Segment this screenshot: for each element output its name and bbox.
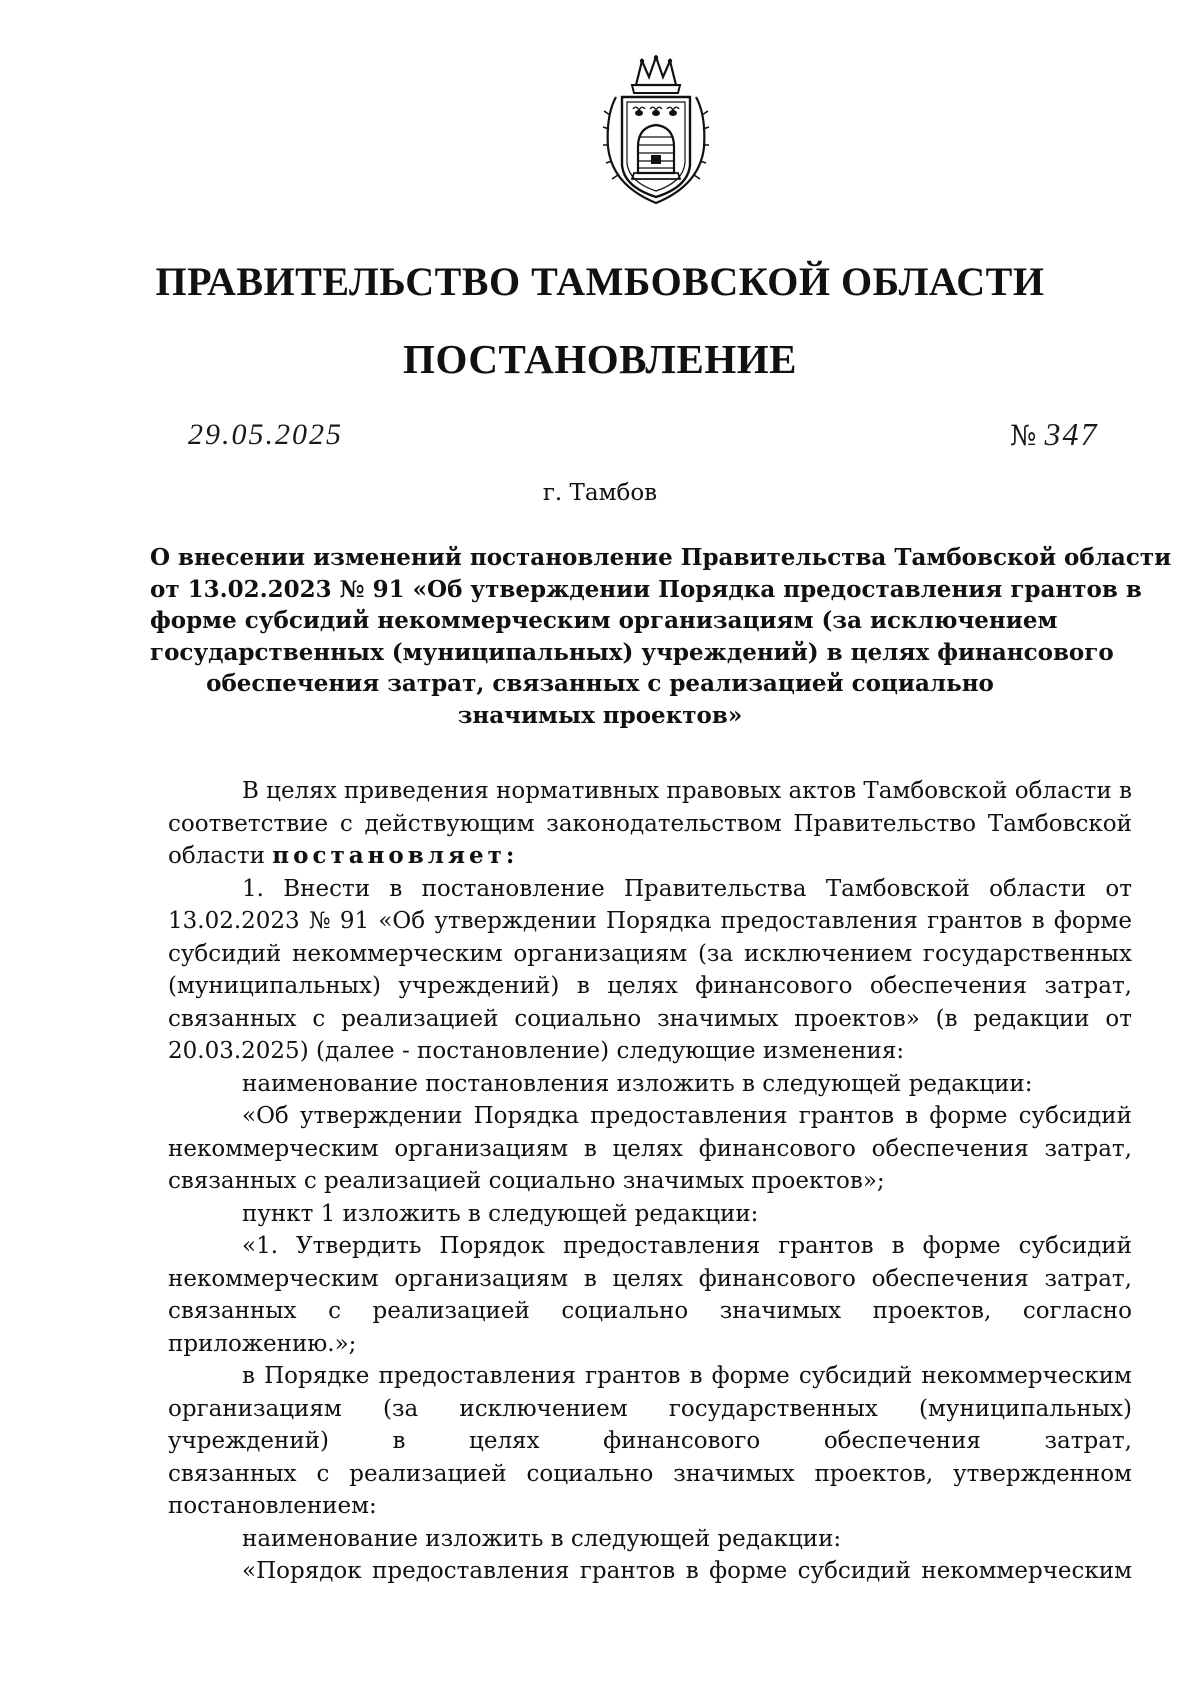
body-line <box>168 1555 1132 1588</box>
word: (за <box>697 940 734 967</box>
word: форме <box>929 1103 1008 1129</box>
word: Порядка <box>606 908 712 934</box>
subject-line: обеспечения затрат, связанных с реализацией социально <box>206 670 994 697</box>
word: в <box>685 1558 699 1584</box>
number-value: 347 <box>1044 416 1099 452</box>
body-line: постановлением: <box>168 1493 377 1519</box>
body-line <box>168 1393 1132 1426</box>
body-line <box>168 1100 1132 1133</box>
word: Правительство <box>793 810 977 837</box>
body-line: наименование изложить в следующей редакции: <box>242 1525 842 1552</box>
word: обеспечения <box>869 973 1028 999</box>
body-line: приложению.»; <box>168 1330 357 1357</box>
word: организациям <box>168 1395 342 1422</box>
word: предоставления <box>590 1103 788 1129</box>
word: актов <box>788 778 857 804</box>
body-line <box>168 873 1132 906</box>
word: в <box>583 1135 597 1162</box>
subject-line: О внесении изменений постановление Правительства Тамбовской области <box>150 544 1172 571</box>
word: некоммерческим <box>168 1265 379 1292</box>
word: в <box>389 875 403 902</box>
word: обеспечения <box>871 1265 1029 1292</box>
word: субсидий <box>798 1363 913 1389</box>
word: соответствие <box>168 810 329 837</box>
subject-line: значимых проектов» <box>457 701 743 729</box>
body-line <box>168 1295 1132 1328</box>
word: затрат, <box>1044 1265 1132 1292</box>
body-line <box>168 1003 1132 1036</box>
body-line: связанных с реализацией социально значимых проектов»; <box>168 1168 885 1194</box>
word: государственных <box>922 940 1132 967</box>
word: некоммерческим <box>168 1135 379 1162</box>
word: «Порядок <box>242 1558 362 1584</box>
body-line <box>168 938 1132 971</box>
body-line <box>168 1458 1132 1491</box>
word: с <box>339 810 353 837</box>
word: грантов <box>927 908 1023 934</box>
word: учреждений) <box>168 1428 329 1454</box>
word: (муниципальных) <box>168 973 381 999</box>
word: утверждении <box>299 1103 463 1129</box>
word: проектов» <box>794 1005 920 1032</box>
word: нормативных <box>496 778 660 804</box>
word: предоставления <box>378 1363 576 1389</box>
word: государственных <box>668 1395 878 1422</box>
word: № <box>308 908 331 934</box>
word: в <box>1118 778 1132 804</box>
word: целях <box>612 1265 684 1292</box>
word: реализацией <box>341 1005 499 1032</box>
word: 91 <box>339 908 370 934</box>
word: затрат, <box>1044 1135 1132 1162</box>
body-line <box>168 775 1132 808</box>
word: значимых <box>657 1005 779 1032</box>
word: приведения <box>343 778 489 804</box>
word: обеспечения <box>823 1428 981 1454</box>
city-line: г. Тамбов <box>542 480 658 506</box>
word: субсидий <box>168 940 282 967</box>
body-line-resolves <box>168 840 1132 873</box>
word: в <box>891 1233 905 1259</box>
word: социально <box>526 1460 654 1487</box>
word: связанных <box>168 1460 297 1487</box>
word: проектов, <box>872 1298 992 1324</box>
word: от <box>1105 875 1132 902</box>
word: 1. <box>242 875 264 902</box>
number-sign: № <box>1010 419 1037 452</box>
body-line <box>168 1360 1132 1393</box>
word: грантов <box>798 1103 895 1129</box>
word: форме <box>922 1233 1001 1259</box>
word: значимых <box>673 1460 795 1487</box>
word: учреждений) <box>398 973 560 999</box>
word: затрат, <box>1044 973 1132 999</box>
word: реализацией <box>372 1298 530 1324</box>
word: Тамбовской <box>987 810 1132 837</box>
coat-of-arms-icon <box>602 55 710 207</box>
word: в <box>1031 908 1045 934</box>
organization-title: ПРАВИТЕЛЬСТВО ТАМБОВСКОЙ ОБЛАСТИ <box>155 259 1045 304</box>
word: в <box>689 1363 703 1389</box>
word: предоставления <box>372 1558 570 1584</box>
word: форме <box>709 1558 788 1584</box>
document-number <box>1010 416 1099 453</box>
word: некоммерческим <box>921 1363 1132 1389</box>
word: целях <box>607 973 678 999</box>
word: в <box>576 973 590 999</box>
word: В <box>242 778 259 804</box>
word: финансового <box>698 1135 856 1162</box>
word: «Об <box>242 1103 289 1129</box>
word: утвержденном <box>953 1460 1132 1487</box>
word: организациям <box>394 1135 569 1162</box>
word: затрат, <box>1044 1428 1132 1454</box>
word: финансового <box>698 1265 856 1292</box>
body-line: пункт 1 изложить в следующей редакции: <box>242 1200 759 1227</box>
word: значимых <box>719 1298 842 1324</box>
document-date: 29.05.2025 <box>188 418 343 451</box>
body-text: области <box>168 843 265 869</box>
word: некоммерческим <box>292 940 503 967</box>
word: форме <box>711 1363 790 1389</box>
word: грантов <box>579 1558 676 1584</box>
word: законодательством <box>546 810 782 837</box>
word: некоммерческим <box>921 1558 1132 1584</box>
word: в <box>583 1265 597 1292</box>
word: Тамбовской <box>825 875 970 902</box>
body-line <box>168 1133 1132 1166</box>
word: области <box>1014 778 1112 804</box>
word: согласно <box>1022 1298 1132 1324</box>
word: целях <box>612 1135 684 1162</box>
subject-line: форме субсидий некоммерческим организациям (за исключением <box>150 607 1058 634</box>
body-line: 20.03.2025) (далее - постановление) следующие изменения: <box>168 1038 905 1064</box>
resolves-keyword: постановляет: <box>272 842 519 869</box>
word: в <box>905 1103 919 1129</box>
word: Порядке <box>264 1363 370 1389</box>
word: 13.02.2023 <box>168 908 300 934</box>
word: Тамбовской <box>863 778 1008 804</box>
word: связанных <box>168 1005 297 1032</box>
word: Внести <box>283 875 371 902</box>
word: субсидий <box>797 1558 911 1584</box>
word: грантов <box>778 1233 874 1259</box>
body-line <box>168 970 1132 1003</box>
document-body <box>168 775 1132 1588</box>
word: обеспечения <box>871 1135 1029 1162</box>
word: реализацией <box>349 1460 507 1487</box>
word: от <box>1105 1005 1132 1032</box>
document-type-heading: ПОСТАНОВЛЕНИЕ <box>403 336 797 382</box>
body-line <box>168 1425 1132 1458</box>
word: с <box>312 1005 326 1032</box>
word: редакции <box>973 1005 1090 1032</box>
word: организациям <box>513 940 688 967</box>
body-line <box>168 808 1132 841</box>
word: постановление <box>421 875 605 902</box>
word: исключением <box>459 1395 628 1422</box>
word: утверждении <box>434 908 597 934</box>
word: Порядка <box>473 1103 580 1129</box>
document-subject <box>150 542 1172 731</box>
word: (муниципальных) <box>919 1395 1132 1422</box>
word: целях <box>469 1428 540 1454</box>
subject-line: государственных (муниципальных) учреждений) в целях финансового <box>150 638 1114 666</box>
word: в <box>242 1363 255 1389</box>
word: социально <box>561 1298 689 1324</box>
body-line: наименование постановления изложить в следующей редакции: <box>242 1070 1033 1097</box>
word: связанных <box>168 1298 297 1324</box>
word: с <box>316 1460 330 1487</box>
word: организациям <box>394 1265 569 1292</box>
body-line <box>168 1263 1132 1296</box>
word: в <box>392 1428 406 1454</box>
word: (в <box>935 1005 958 1032</box>
word: субсидий <box>1018 1103 1132 1129</box>
word: «1. <box>242 1233 279 1259</box>
body-line <box>168 1230 1132 1263</box>
word: правовых <box>666 778 782 804</box>
word: области <box>989 875 1087 902</box>
word: действующим <box>364 810 535 837</box>
body-line <box>168 905 1132 938</box>
word: финансового <box>603 1428 761 1454</box>
word: предоставления <box>720 908 918 934</box>
word: социально <box>514 1005 642 1032</box>
word: (за <box>382 1395 419 1422</box>
word: целях <box>266 778 337 804</box>
word: Правительства <box>624 875 807 902</box>
word: «Об <box>378 908 426 934</box>
subject-line: от 13.02.2023 № 91 «Об утверждении Порядка предоставления грантов в <box>150 575 1142 603</box>
word: Утвердить <box>296 1233 422 1259</box>
word: Порядок <box>439 1233 545 1259</box>
word: проектов, <box>814 1460 934 1487</box>
word: финансового <box>695 973 853 999</box>
word: предоставления <box>562 1233 761 1259</box>
word: субсидий <box>1018 1233 1132 1259</box>
word: исключением <box>743 940 913 967</box>
word: грантов <box>585 1363 681 1389</box>
word: с <box>328 1298 341 1324</box>
word: форме <box>1053 908 1132 934</box>
